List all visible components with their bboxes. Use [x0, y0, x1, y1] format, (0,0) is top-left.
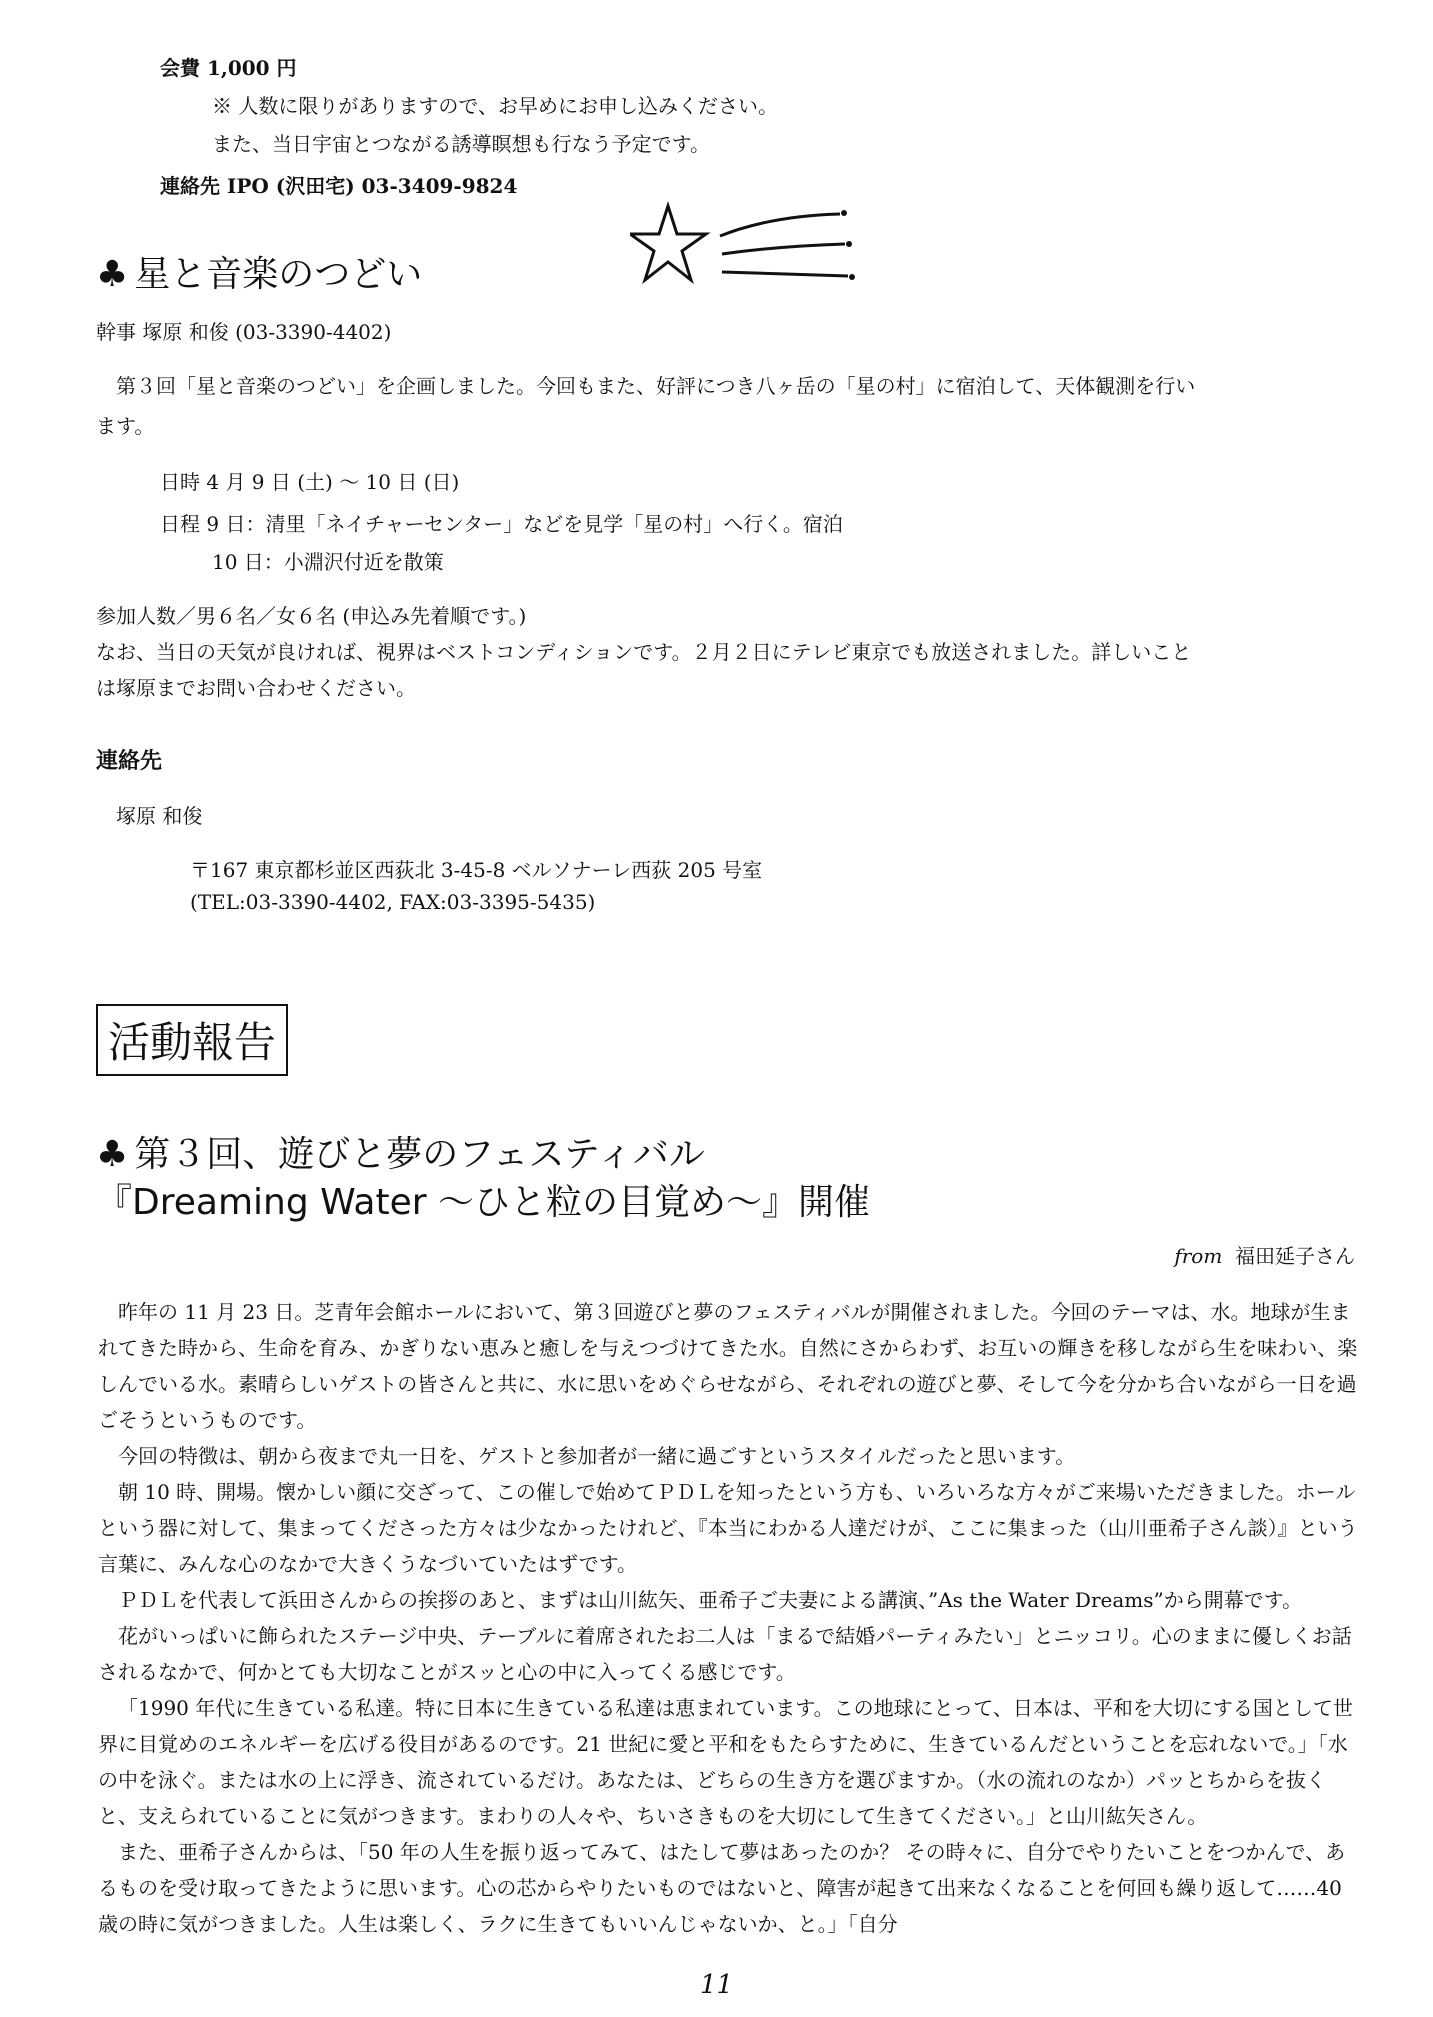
report-paragraph: ＰＤＬを代表して浜田さんからの挨拶のあと、まずは山川紘矢、亜希子ご夫妻による講演、”As the Water Dreams”から開幕です。	[118, 1588, 1303, 1612]
report-title-text1: 第３回、遊びと夢のフェスティバル	[134, 1134, 705, 1175]
contact-ipo: 連絡先 IPO (沢田宅) 03-3409-9824	[160, 174, 518, 198]
fee-line: 会費 1,000 円	[160, 56, 297, 80]
byline-name: 福田延子さん	[1235, 1244, 1355, 1268]
event-date: 日時 4 月 9 日 (土) 〜 10 日 (日)	[160, 470, 460, 494]
byline-from: from	[1174, 1244, 1223, 1268]
report-title-line1	[96, 1126, 705, 1177]
report-title-line2: 『Dreaming Water 〜ひと粒の目覚め〜』開催	[96, 1182, 870, 1223]
weather-line1: なお、当日の天気が良ければ、視界はベストコンディションです。２月２日にテレビ東京でも放送されました。詳しいこと	[96, 640, 1192, 664]
activity-report-heading: 活動報告	[96, 1004, 288, 1076]
report-body	[98, 1294, 1360, 1942]
participants: 参加人数／男６名／女６名 (申込み先着順です。)	[96, 604, 527, 628]
club-icon: ♣	[96, 1134, 129, 1175]
stars-intro-line2: ます。	[96, 414, 155, 438]
report-paragraph: 「1990 年代に生きている私達。特に日本に生きている私達は恵まれています。この地球にとって、日本は、平和を大切にする国として世界に目覚めのエネルギーを広げる役目があるのです。21 世紀に愛と平和をもたらすために、生きているんだということを忘れないで。」「水の中を泳ぐ。または水の上に浮き、流されているだけ。あなたは、どちらの生き方を選びますか。（水の流れのなか）パッとちからを抜くと、支えられていることに気がつきます。まわりの人々や、ちいさきものを大切にして生きてください。」と山川紘矢さん。	[98, 1696, 1353, 1828]
stars-title: 星と音楽のつどい	[134, 254, 423, 295]
schedule-day1: 日程 9 日：清里「ネイチャーセンター」などを見学「星の村」へ行く。宿泊	[160, 512, 843, 536]
contact-heading: 連絡先	[96, 748, 163, 774]
shooting-star-icon	[630, 196, 880, 306]
page-number: 11	[700, 1970, 734, 2000]
meditation-note: また、当日宇宙とつながる誘導瞑想も行なう予定です。	[212, 132, 710, 156]
schedule-day2: 10 日：小淵沢付近を散策	[212, 550, 444, 574]
byline	[1174, 1240, 1355, 1269]
report-paragraph: 朝 10 時、開場。懐かしい顔に交ざって、この催しで始めてＰＤＬを知ったという方も、いろいろな方々がご来場いただきました。ホールという器に対して、集まってくださった方々は少なかったけれど、『本当にわかる人達だけが、ここに集まった（山川亜希子さん談）』という言葉に、みんな心のなかで大きくうなづいていたはずです。	[98, 1480, 1358, 1576]
section-title-stars	[96, 246, 422, 297]
club-icon: ♣	[96, 254, 129, 295]
contact-name: 塚原 和俊	[116, 804, 203, 828]
report-paragraph: 昨年の 11 月 23 日。芝青年会館ホールにおいて、第３回遊びと夢のフェスティバルが開催されました。今回のテーマは、水。地球が生まれてきた時から、生命を育み、かぎりない恵みと癒しを与えつづけてきた水。自然にさからわず、お互いの輝きを移しながら生を味わい、楽しんでいる水。素晴らしいゲストの皆さんと共に、水に思いをめぐらせながら、それぞれの遊びと夢、そして今を分かち合いながら一日を過ごそうというものです。	[98, 1300, 1358, 1432]
weather-line2: は塚原までお問い合わせください。	[96, 676, 416, 700]
report-paragraph: 花がいっぱいに飾られたステージ中央、テーブルに着席されたお二人は「まるで結婚パーティみたい」とニッコリ。心のままに優しくお話されるなかで、何かとても大切なことがスッと心の中に入ってくる感じです。	[98, 1624, 1352, 1684]
stars-intro-line1: 第３回「星と音楽のつどい」を企画しました。今回もまた、好評につき八ヶ岳の「星の村」に宿泊して、天体観測を行い	[116, 374, 1196, 398]
organizer: 幹事 塚原 和俊 (03-3390-4402)	[96, 320, 392, 344]
capacity-note: ※ 人数に限りがありますので、お早めにお申し込みください。	[212, 94, 778, 118]
contact-telfax: (TEL:03-3390-4402, FAX:03-3395-5435)	[190, 890, 596, 914]
contact-address: 〒167 東京都杉並区西荻北 3-45-8 ベルソナーレ西荻 205 号室	[190, 858, 763, 882]
report-paragraph: また、亜希子さんからは、「50 年の人生を振り返ってみて、はたして夢はあったのか？ その時々に、自分でやりたいことをつかんで、あるものを受け取ってきたように思います。心の芯からやりたいものではないと、障害が起きて出来なくなることを何回も繰り返して……40 歳の時に気がつきました。人生は楽しく、ラクに生きてもいいんじゃないか、と。」「自分	[98, 1840, 1346, 1936]
report-paragraph: 今回の特徴は、朝から夜まで丸一日を、ゲストと参加者が一緒に過ごすというスタイルだったと思います。	[118, 1444, 1076, 1468]
